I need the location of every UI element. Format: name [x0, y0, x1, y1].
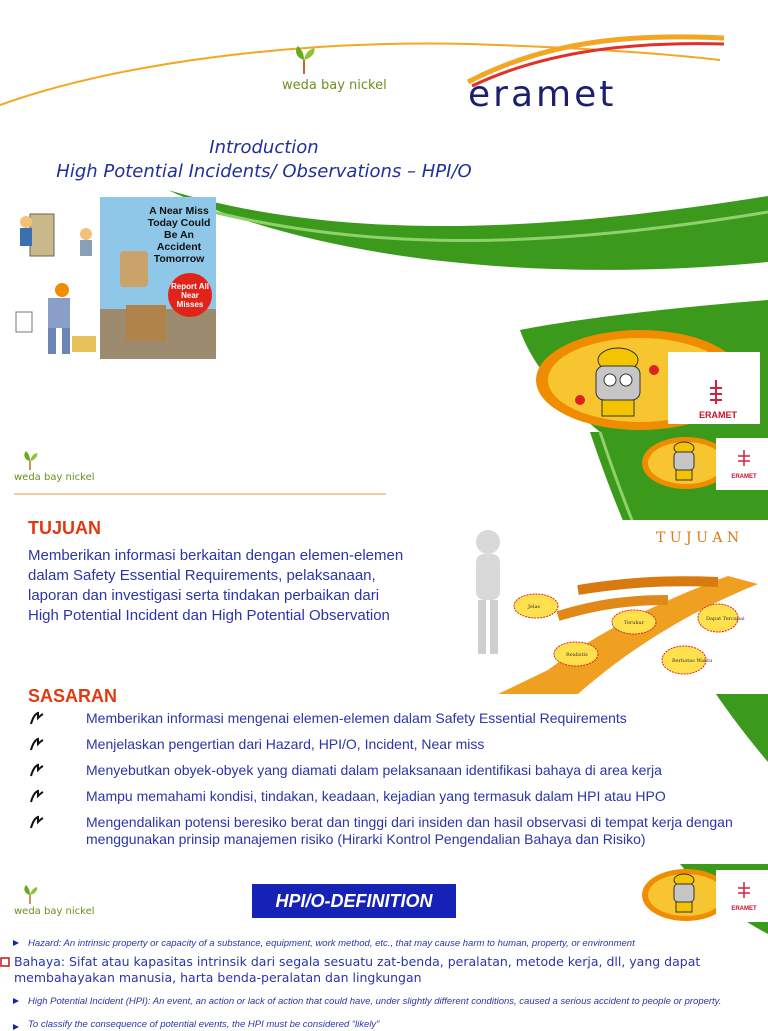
- list-item-text: Mengendalikan potensi beresiko berat dan tinggi dari insiden dan hasil observasi di tempat kerja dengan menggunakan prinsip manajemen risiko (Hirarki Kontrol Pengendalian Bahaya dan Risiko): [86, 814, 733, 847]
- list-item: [30, 814, 750, 848]
- weda-bay-logo-text: weda bay nickel: [14, 472, 95, 483]
- eramet-emblem-icon: [706, 378, 726, 406]
- check-bullet-icon: [30, 763, 44, 777]
- eramet-badge-text: ERAMET: [731, 474, 757, 480]
- list-item-text: Mampu memahami kondisi, tindakan, keadaan, kejadian yang termasuk dalam HPI atau HPO: [86, 788, 666, 804]
- definition-title: HPI/O-DEFINITION: [252, 884, 456, 918]
- sasaran-heading: SASARAN: [28, 686, 118, 706]
- bahaya-definition: Bahaya: Sifat atau kapasitas intrinsik dari segala sesuatu zat-benda, peralatan, metode kerja, dll, yang dapat membahayakan manusia, harta benda-peralatan dan lingkungan: [14, 954, 701, 985]
- tujuan-diagram-title: T U J U A N: [656, 530, 740, 546]
- eramet-badge: [676, 378, 760, 424]
- weda-bay-logo: [12, 884, 112, 924]
- arrow-bullet-icon: [12, 939, 20, 947]
- check-bullet-icon: [30, 711, 44, 725]
- slide-hpio-definition: [0, 864, 768, 1030]
- weda-bay-logo-text: weda bay nickel: [14, 906, 95, 917]
- weda-bay-logo-text: weda bay nickel: [282, 78, 387, 93]
- slide1-subtitle: High Potential Incidents/ Observations – HPI/O: [56, 161, 472, 182]
- goal-label: Jelas: [528, 604, 541, 610]
- eramet-badge-text: ERAMET: [731, 906, 757, 912]
- leaf-icon: [20, 450, 44, 472]
- goal-label: Realistis: [566, 652, 588, 658]
- hpi-classification: To classify the consequence of potential events, the HPI must be considered “likely”: [28, 1019, 380, 1030]
- check-bullet-icon: [30, 737, 44, 751]
- list-item-text: Menjelaskan pengertian dari Hazard, HPI/O, Incident, Near miss: [86, 736, 485, 752]
- hpi-definition: High Potential Incident (HPI): An event, an action or lack of action that could have, under slightly different conditions, caused a serious accident to people or property.: [28, 996, 722, 1007]
- arrow-bullet-icon: [12, 997, 20, 1005]
- near-miss-poster: [100, 197, 216, 359]
- square-bullet-icon: [0, 957, 10, 967]
- goal-label: Terukur: [624, 620, 645, 626]
- weda-bay-logo: [282, 44, 412, 104]
- eramet-logo-text: eramet: [468, 74, 617, 115]
- tujuan-text: Memberikan informasi berkaitan dengan elemen-elemen dalam Safety Essential Requirements, pelaksanaan, laporan dan investigasi serta tindakan perbaikan dari High Potential Incident dan High Potential Observation: [28, 547, 404, 624]
- weda-bay-logo: [12, 450, 112, 490]
- eramet-logo: [462, 30, 732, 114]
- tujuan-diagram: [428, 520, 768, 694]
- list-item-text: Menyebutkan obyek-obyek yang diamati dalam pelaksanaan identifikasi bahaya di area kerja: [86, 762, 662, 778]
- mascot-badge: [644, 864, 768, 926]
- leaf-icon: [20, 884, 44, 906]
- safety-mascot-icon: [644, 864, 768, 926]
- leaf-icon: [290, 44, 326, 76]
- list-item-text: Memberikan informasi mengenai elemen-elemen dalam Safety Essential Requirements: [86, 710, 627, 726]
- check-bullet-icon: [30, 815, 44, 829]
- safety-mascot-illustration: [566, 342, 670, 422]
- goal-label: Dapat Tercapai: [706, 616, 745, 622]
- poster-headline: A Near Miss Today Could Be An Accident Tomorrow: [147, 205, 211, 265]
- goal-label: Berbatas Waktu: [672, 658, 713, 664]
- eramet-badge-text: ERAMET: [699, 410, 737, 420]
- tujuan-diagram-art: [428, 520, 768, 694]
- list-item: [30, 788, 750, 805]
- tujuan-heading: TUJUAN: [28, 518, 102, 538]
- workers-illustration: [12, 204, 104, 364]
- slide-tujuan-sasaran: [0, 432, 768, 864]
- list-item: [30, 710, 750, 727]
- list-item: [30, 736, 750, 753]
- list-item: [30, 762, 750, 779]
- hazard-definition: Hazard: An intrinsic property or capacity of a substance, equipment, work method, etc., that may cause harm to human, property, or environment: [28, 938, 635, 949]
- arrow-bullet-icon: [12, 1023, 20, 1031]
- check-bullet-icon: [30, 789, 44, 803]
- mascot-badge: [644, 432, 768, 494]
- slide1-title: Introduction: [209, 137, 319, 158]
- safety-mascot-icon: [644, 432, 768, 494]
- slide-introduction: [0, 0, 768, 432]
- sasaran-list: [30, 710, 750, 857]
- poster-report-badge: Report All Near Misses: [168, 273, 212, 317]
